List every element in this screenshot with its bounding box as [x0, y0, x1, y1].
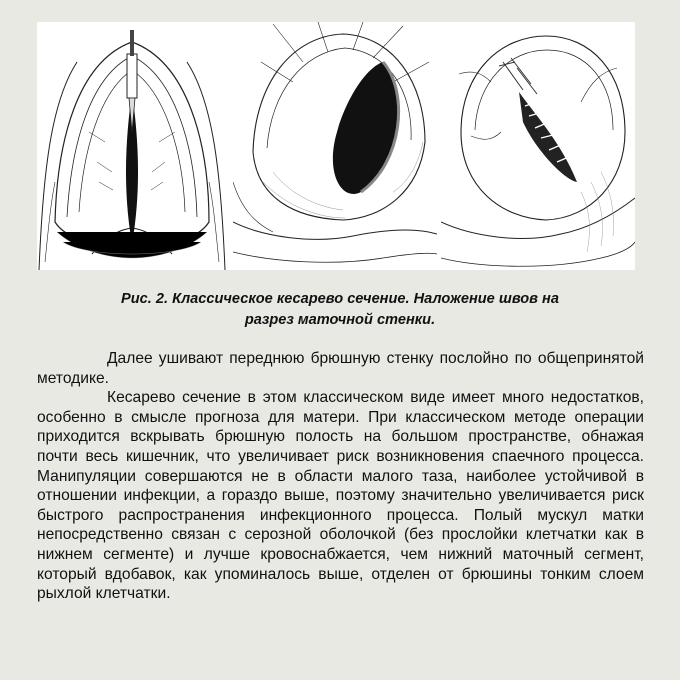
- paragraph-2: Кесарево сечение в этом классическом виде имеет много недостатков, особенно в смысле прогноза для матери. При классическом методе операции приходится вскрывать брюшную полость на большом пространстве, обнажая почти весь кишечник, что увеличивает риск возникновения спаечного процесса. Манипуляции совершаются не в области малого таза, наиболее устойчивой в отношении инфекции, а гораздо выше, поэтому значительно увеличивается риск быстрого распространения инфекционного процесса. Полый мускул матки непосредственно связан с серозной оболочкой (без прослойки клетчатки как в нижнем сегменте) и лучше кровоснабжается, чем нижний маточный сегмент, который вдобавок, как упоминалось выше, отделен от брюшины тонким слоем рыхлой клетчатки.: [37, 389, 644, 603]
- uterus-suturing-incision-illustration: [441, 22, 635, 270]
- body-text: [37, 349, 644, 604]
- uterus-incision-with-scalpel-illustration: [37, 22, 227, 270]
- figure-caption-line-2: разрез маточной стенки.: [244, 312, 436, 328]
- figure-illustrations: [37, 22, 635, 270]
- paragraph-1: Далее ушивают переднюю брюшную стенку послойно по общепринятой методике.: [37, 350, 644, 387]
- figure-caption: [40, 289, 640, 331]
- uterus-open-incision-with-sutures-illustration: [233, 22, 437, 270]
- figure-caption-line-1: Рис. 2. Классическое кесарево сечение. Наложение швов на: [121, 291, 559, 307]
